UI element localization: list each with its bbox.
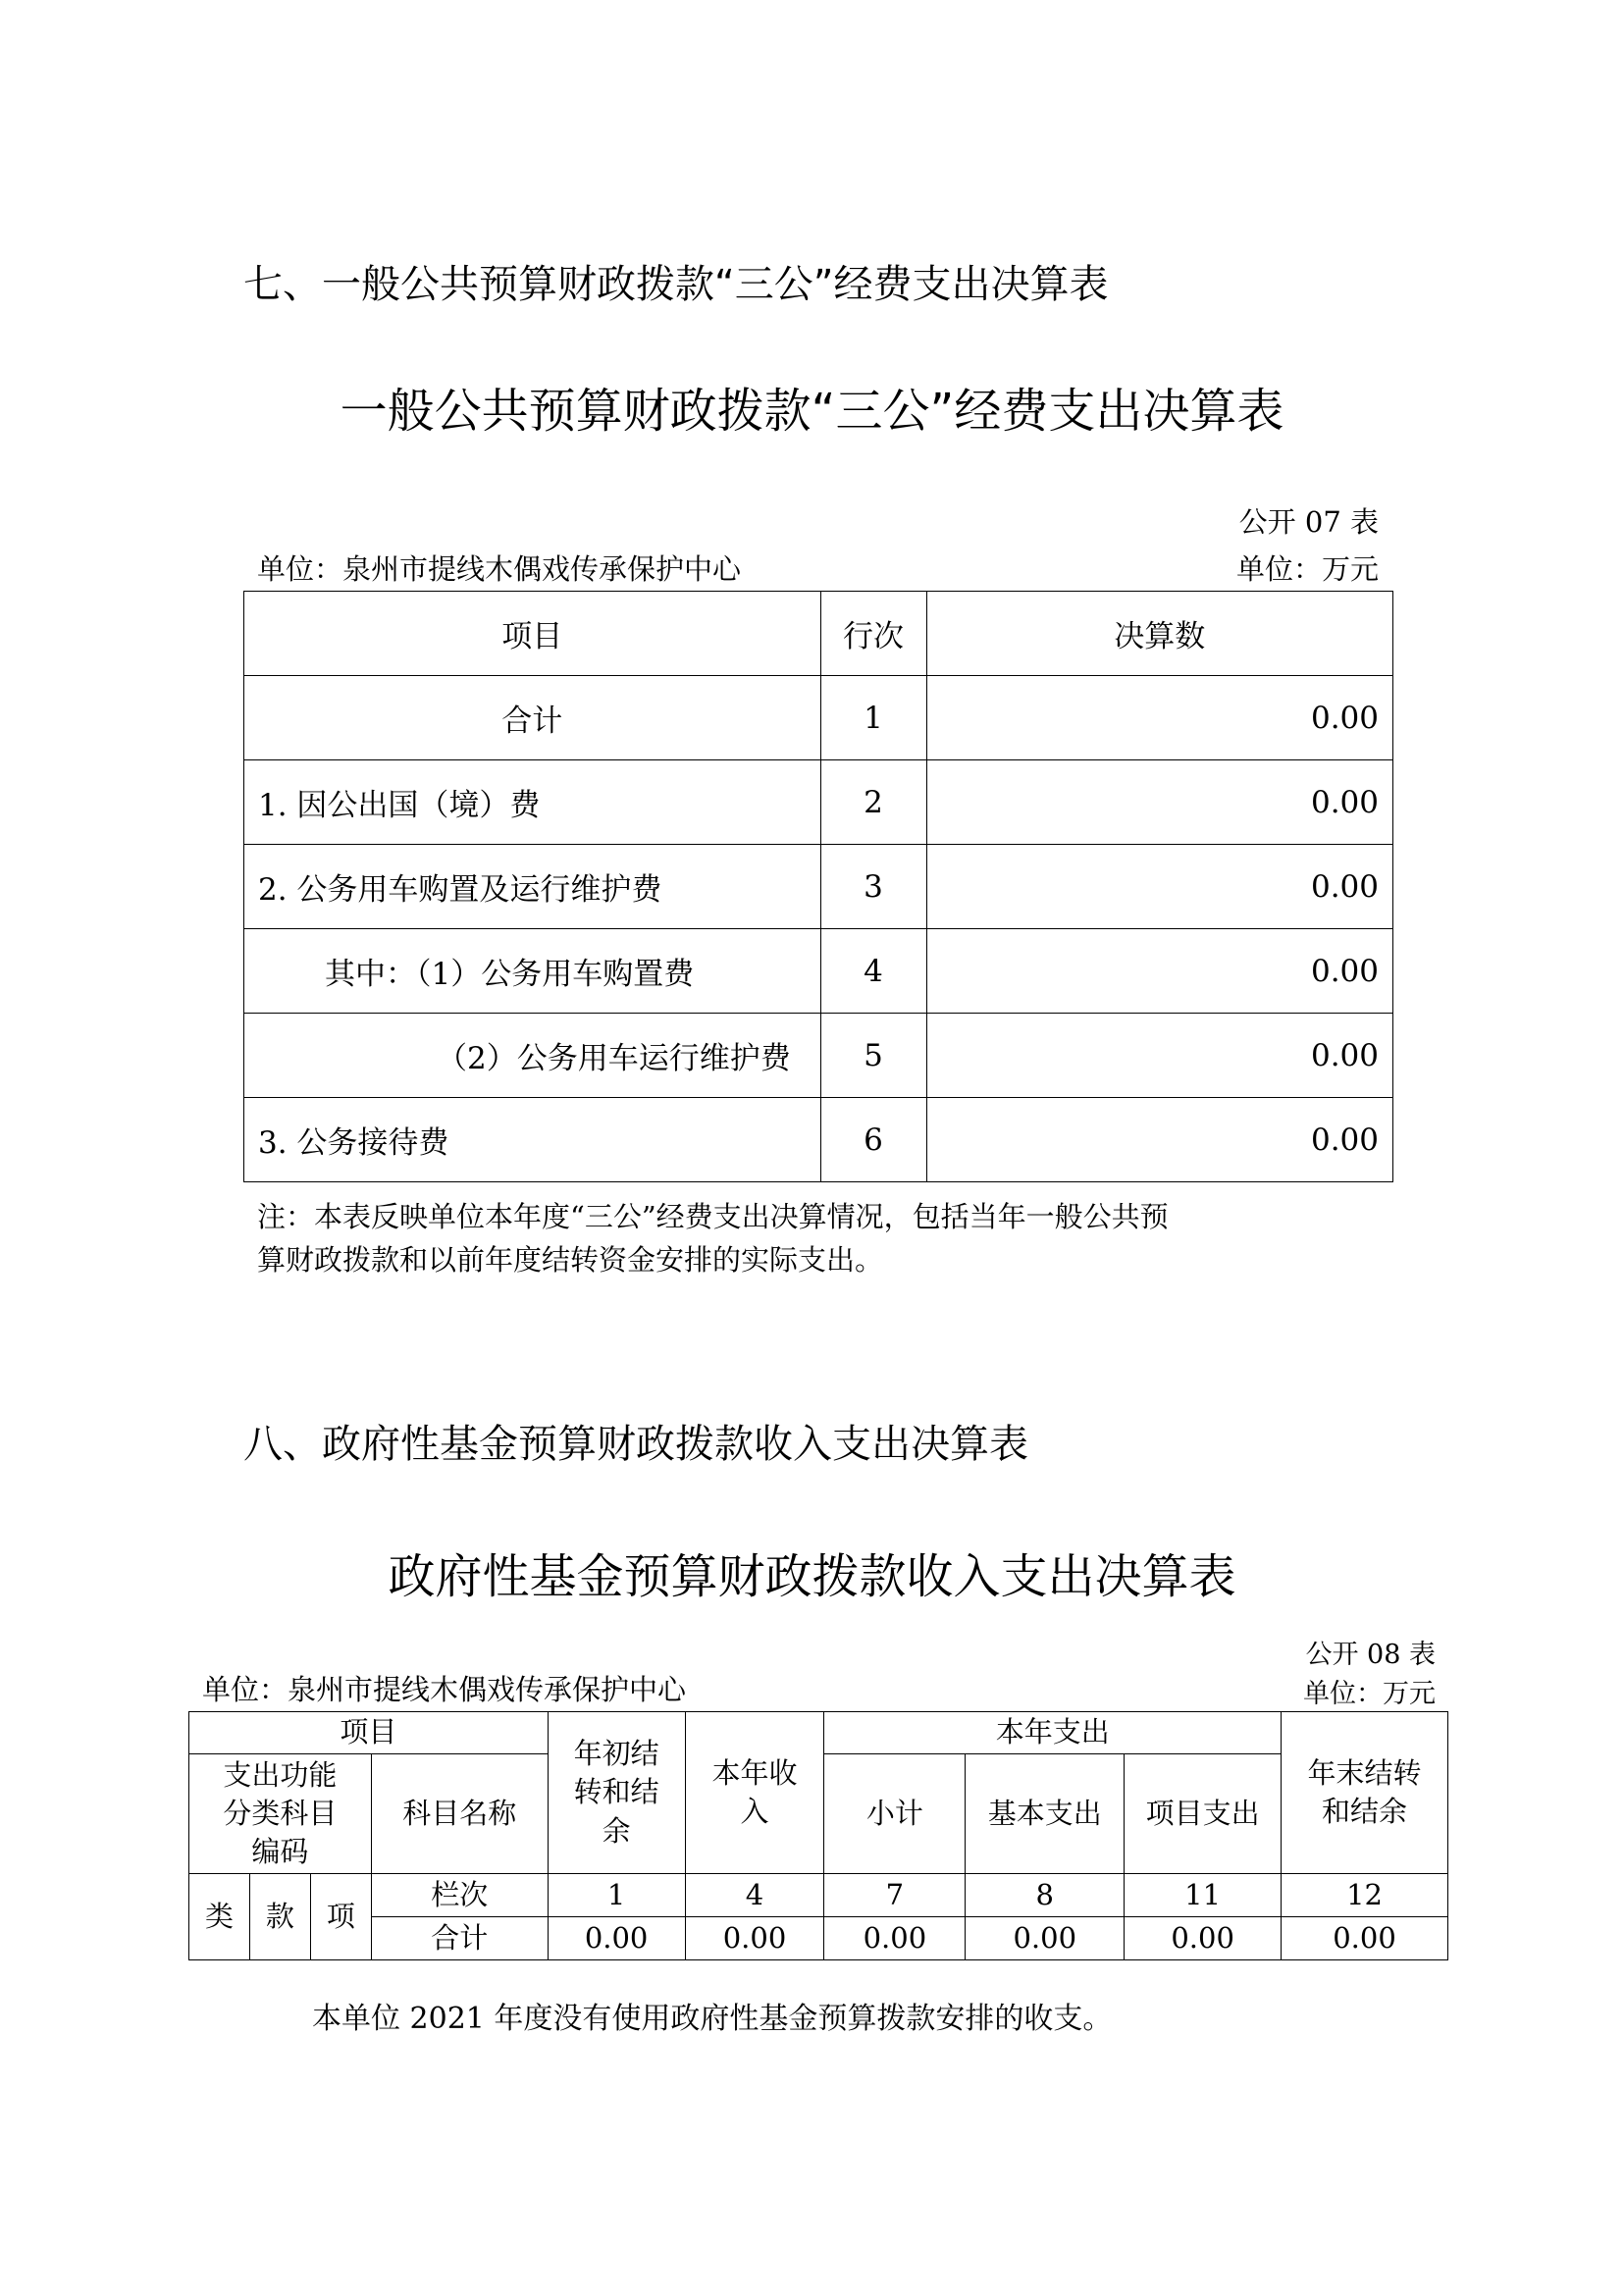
total-value: 0.00 — [685, 1917, 824, 1960]
row-amount: 0.00 — [926, 676, 1393, 760]
header-text: 和结余 — [1322, 1795, 1408, 1828]
header-project-expense: 项目支出 — [1125, 1754, 1282, 1874]
row-amount: 0.00 — [926, 760, 1393, 845]
header-text: 入 — [740, 1795, 769, 1828]
table-row — [244, 1014, 1393, 1098]
header-amount: 决算数 — [926, 592, 1393, 676]
table-row — [244, 845, 1393, 929]
col-number: 11 — [1125, 1874, 1282, 1917]
table-row — [244, 676, 1393, 760]
total-value: 0.00 — [1282, 1917, 1448, 1960]
three-public-expenses-table — [243, 591, 1393, 1182]
header-text: 年末结转 — [1307, 1755, 1422, 1790]
header-text: 本年收 — [711, 1755, 798, 1790]
row-line: 3 — [820, 845, 926, 929]
government-fund-table — [188, 1711, 1448, 1960]
total-value: 0.00 — [548, 1917, 685, 1960]
section8-form-number: 公开 08 表 — [1305, 1640, 1436, 1670]
row-amount: 0.00 — [926, 1014, 1393, 1098]
header-text: 余 — [602, 1813, 631, 1848]
header-text: 转和结 — [573, 1775, 659, 1809]
col-number: 12 — [1282, 1874, 1448, 1917]
col-number: 1 — [548, 1874, 685, 1917]
note-line: 注：本表反映单位本年度“三公”经费支出决算情况，包括当年一般公共预 — [257, 1200, 1169, 1233]
row-line: 6 — [820, 1098, 926, 1182]
row-item: 其中：（1）公务用车购置费 — [244, 929, 821, 1014]
header-lei: 类 — [189, 1874, 250, 1960]
section8-unit-name: 单位：泉州市提线木偶戏传承保护中心 — [202, 1673, 687, 1706]
header-current-expense: 本年支出 — [824, 1712, 1282, 1754]
row-total-label: 合计 — [371, 1917, 548, 1960]
total-value: 0.00 — [824, 1917, 966, 1960]
section8-statement: 本单位 2021 年度没有使用政府性基金预算拨款安排的收支。 — [312, 2002, 1113, 2036]
total-value: 0.00 — [1125, 1917, 1282, 1960]
col-number: 7 — [824, 1874, 966, 1917]
col-number: 8 — [966, 1874, 1125, 1917]
table-row — [244, 1098, 1393, 1182]
row-col-label: 栏次 — [371, 1874, 548, 1917]
header-row-1 — [189, 1712, 1448, 1754]
section8-heading: 八、政府性基金预算财政拨款收入支出决算表 — [243, 1422, 1028, 1467]
header-text: 年初结 — [573, 1737, 659, 1771]
section8-table-title: 政府性基金预算财政拨款收入支出决算表 — [388, 1549, 1236, 1604]
header-current-income — [685, 1712, 824, 1874]
total-value: 0.00 — [966, 1917, 1125, 1960]
row-amount: 0.00 — [926, 1098, 1393, 1182]
header-xiang: 项 — [310, 1874, 371, 1960]
header-subject-name: 科目名称 — [371, 1754, 548, 1874]
row-line: 1 — [820, 676, 926, 760]
row-item: 1. 因公出国（境）费 — [244, 760, 821, 845]
row-item: 3. 公务接待费 — [244, 1098, 821, 1182]
header-function-code — [189, 1754, 372, 1874]
header-subtotal: 小计 — [824, 1754, 966, 1874]
section7-note — [257, 1195, 1169, 1281]
header-item: 项目 — [244, 592, 821, 676]
table-row — [244, 760, 1393, 845]
header-item: 项目 — [189, 1712, 549, 1754]
column-number-row — [189, 1874, 1448, 1917]
header-text: 编码 — [251, 1835, 309, 1869]
header-ending-balance — [1282, 1712, 1448, 1874]
row-line: 4 — [820, 929, 926, 1014]
row-item: （2）公务用车运行维护费 — [244, 1014, 821, 1098]
header-kuan: 款 — [249, 1874, 310, 1960]
section8-unit-currency: 单位：万元 — [1303, 1679, 1436, 1709]
col-number: 4 — [685, 1874, 824, 1917]
total-row — [189, 1917, 1448, 1960]
row-item: 2. 公务用车购置及运行维护费 — [244, 845, 821, 929]
header-basic-expense: 基本支出 — [966, 1754, 1125, 1874]
header-beginning-balance — [548, 1712, 685, 1874]
section7-unit-currency: 单位：万元 — [1235, 552, 1379, 586]
row-amount: 0.00 — [926, 929, 1393, 1014]
table-row — [244, 929, 1393, 1014]
row-line: 2 — [820, 760, 926, 845]
header-text: 支出功能 — [223, 1757, 338, 1792]
section7-heading: 七、一般公共预算财政拨款“三公”经费支出决算表 — [243, 262, 1109, 307]
note-line: 算财政拨款和以前年度结转资金安排的实际支出。 — [257, 1243, 884, 1277]
row-item: 合计 — [244, 676, 821, 760]
header-text: 分类科目 — [223, 1796, 338, 1830]
section7-unit-name: 单位：泉州市提线木偶戏传承保护中心 — [257, 552, 742, 586]
row-amount: 0.00 — [926, 845, 1393, 929]
section7-table-title: 一般公共预算财政拨款“三公”经费支出决算表 — [340, 384, 1284, 439]
header-line: 行次 — [820, 592, 926, 676]
table-header-row — [244, 592, 1393, 676]
section7-form-number: 公开 07 表 — [1238, 505, 1379, 539]
row-line: 5 — [820, 1014, 926, 1098]
